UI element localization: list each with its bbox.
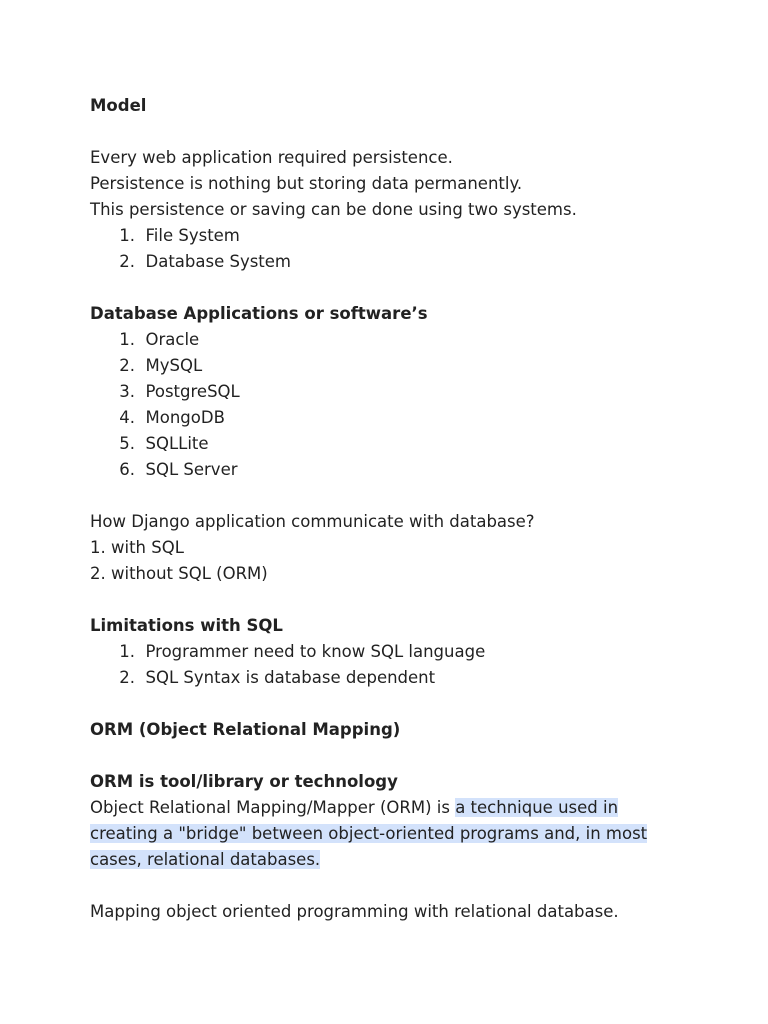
django-option: 1. with SQL xyxy=(90,538,184,557)
list-item-text: MySQL xyxy=(145,356,203,375)
list-number: 1. xyxy=(119,226,135,245)
list-item xyxy=(90,327,710,353)
list-number: 2. xyxy=(119,356,135,375)
list-item-text: SQLLite xyxy=(145,434,209,453)
persistence-line: Every web application required persistence. xyxy=(90,148,453,167)
persistence-line: Persistence is nothing but storing data permanently. xyxy=(90,174,523,193)
db-list xyxy=(90,327,710,483)
list-item xyxy=(90,223,710,249)
list-number: 5. xyxy=(119,434,135,453)
spacer xyxy=(90,743,710,769)
storage-list xyxy=(90,223,710,275)
spacer xyxy=(90,119,710,145)
spacer xyxy=(90,275,710,301)
spacer xyxy=(90,873,710,899)
limitations-list xyxy=(90,639,710,691)
orm-tool-heading: ORM is tool/library or technology xyxy=(90,772,398,791)
list-number: 6. xyxy=(119,460,135,479)
model-heading: Model xyxy=(90,96,147,115)
list-item-text: Database System xyxy=(145,252,292,271)
list-number: 1. xyxy=(119,330,135,349)
document-body xyxy=(90,93,710,925)
list-item-text: MongoDB xyxy=(145,408,225,427)
list-item xyxy=(90,639,710,665)
list-item xyxy=(90,249,710,275)
django-question: How Django application communicate with database? xyxy=(90,512,535,531)
list-item-text: PostgreSQL xyxy=(145,382,240,401)
list-item xyxy=(90,379,710,405)
limitations-heading: Limitations with SQL xyxy=(90,616,283,635)
list-item-text: SQL Server xyxy=(145,460,238,479)
list-item xyxy=(90,431,710,457)
mapping-line: Mapping object oriented programming with relational database. xyxy=(90,902,619,921)
list-item xyxy=(90,457,710,483)
django-option: 2. without SQL (ORM) xyxy=(90,564,268,583)
list-number: 1. xyxy=(119,642,135,661)
list-item-text: Oracle xyxy=(145,330,200,349)
db-heading: Database Applications or software’s xyxy=(90,304,428,323)
spacer xyxy=(90,691,710,717)
list-number: 2. xyxy=(119,252,135,271)
list-item xyxy=(90,405,710,431)
spacer xyxy=(90,587,710,613)
persistence-line: This persistence or saving can be done using two systems. xyxy=(90,200,577,219)
list-number: 4. xyxy=(119,408,135,427)
orm-heading: ORM (Object Relational Mapping) xyxy=(90,720,401,739)
list-item-text: File System xyxy=(145,226,240,245)
list-item-text: SQL Syntax is database dependent xyxy=(145,668,436,687)
list-item-text: Programmer need to know SQL language xyxy=(145,642,486,661)
list-item xyxy=(90,665,710,691)
spacer xyxy=(90,483,710,509)
list-number: 3. xyxy=(119,382,135,401)
orm-definition-prefix: Object Relational Mapping/Mapper (ORM) is xyxy=(90,798,456,817)
list-number: 2. xyxy=(119,668,135,687)
orm-definition xyxy=(90,795,680,873)
list-item xyxy=(90,353,710,379)
orm-definition-highlight: a technique used in creating a "bridge" between object-oriented programs and, in most cases, relational databases. xyxy=(90,798,648,869)
